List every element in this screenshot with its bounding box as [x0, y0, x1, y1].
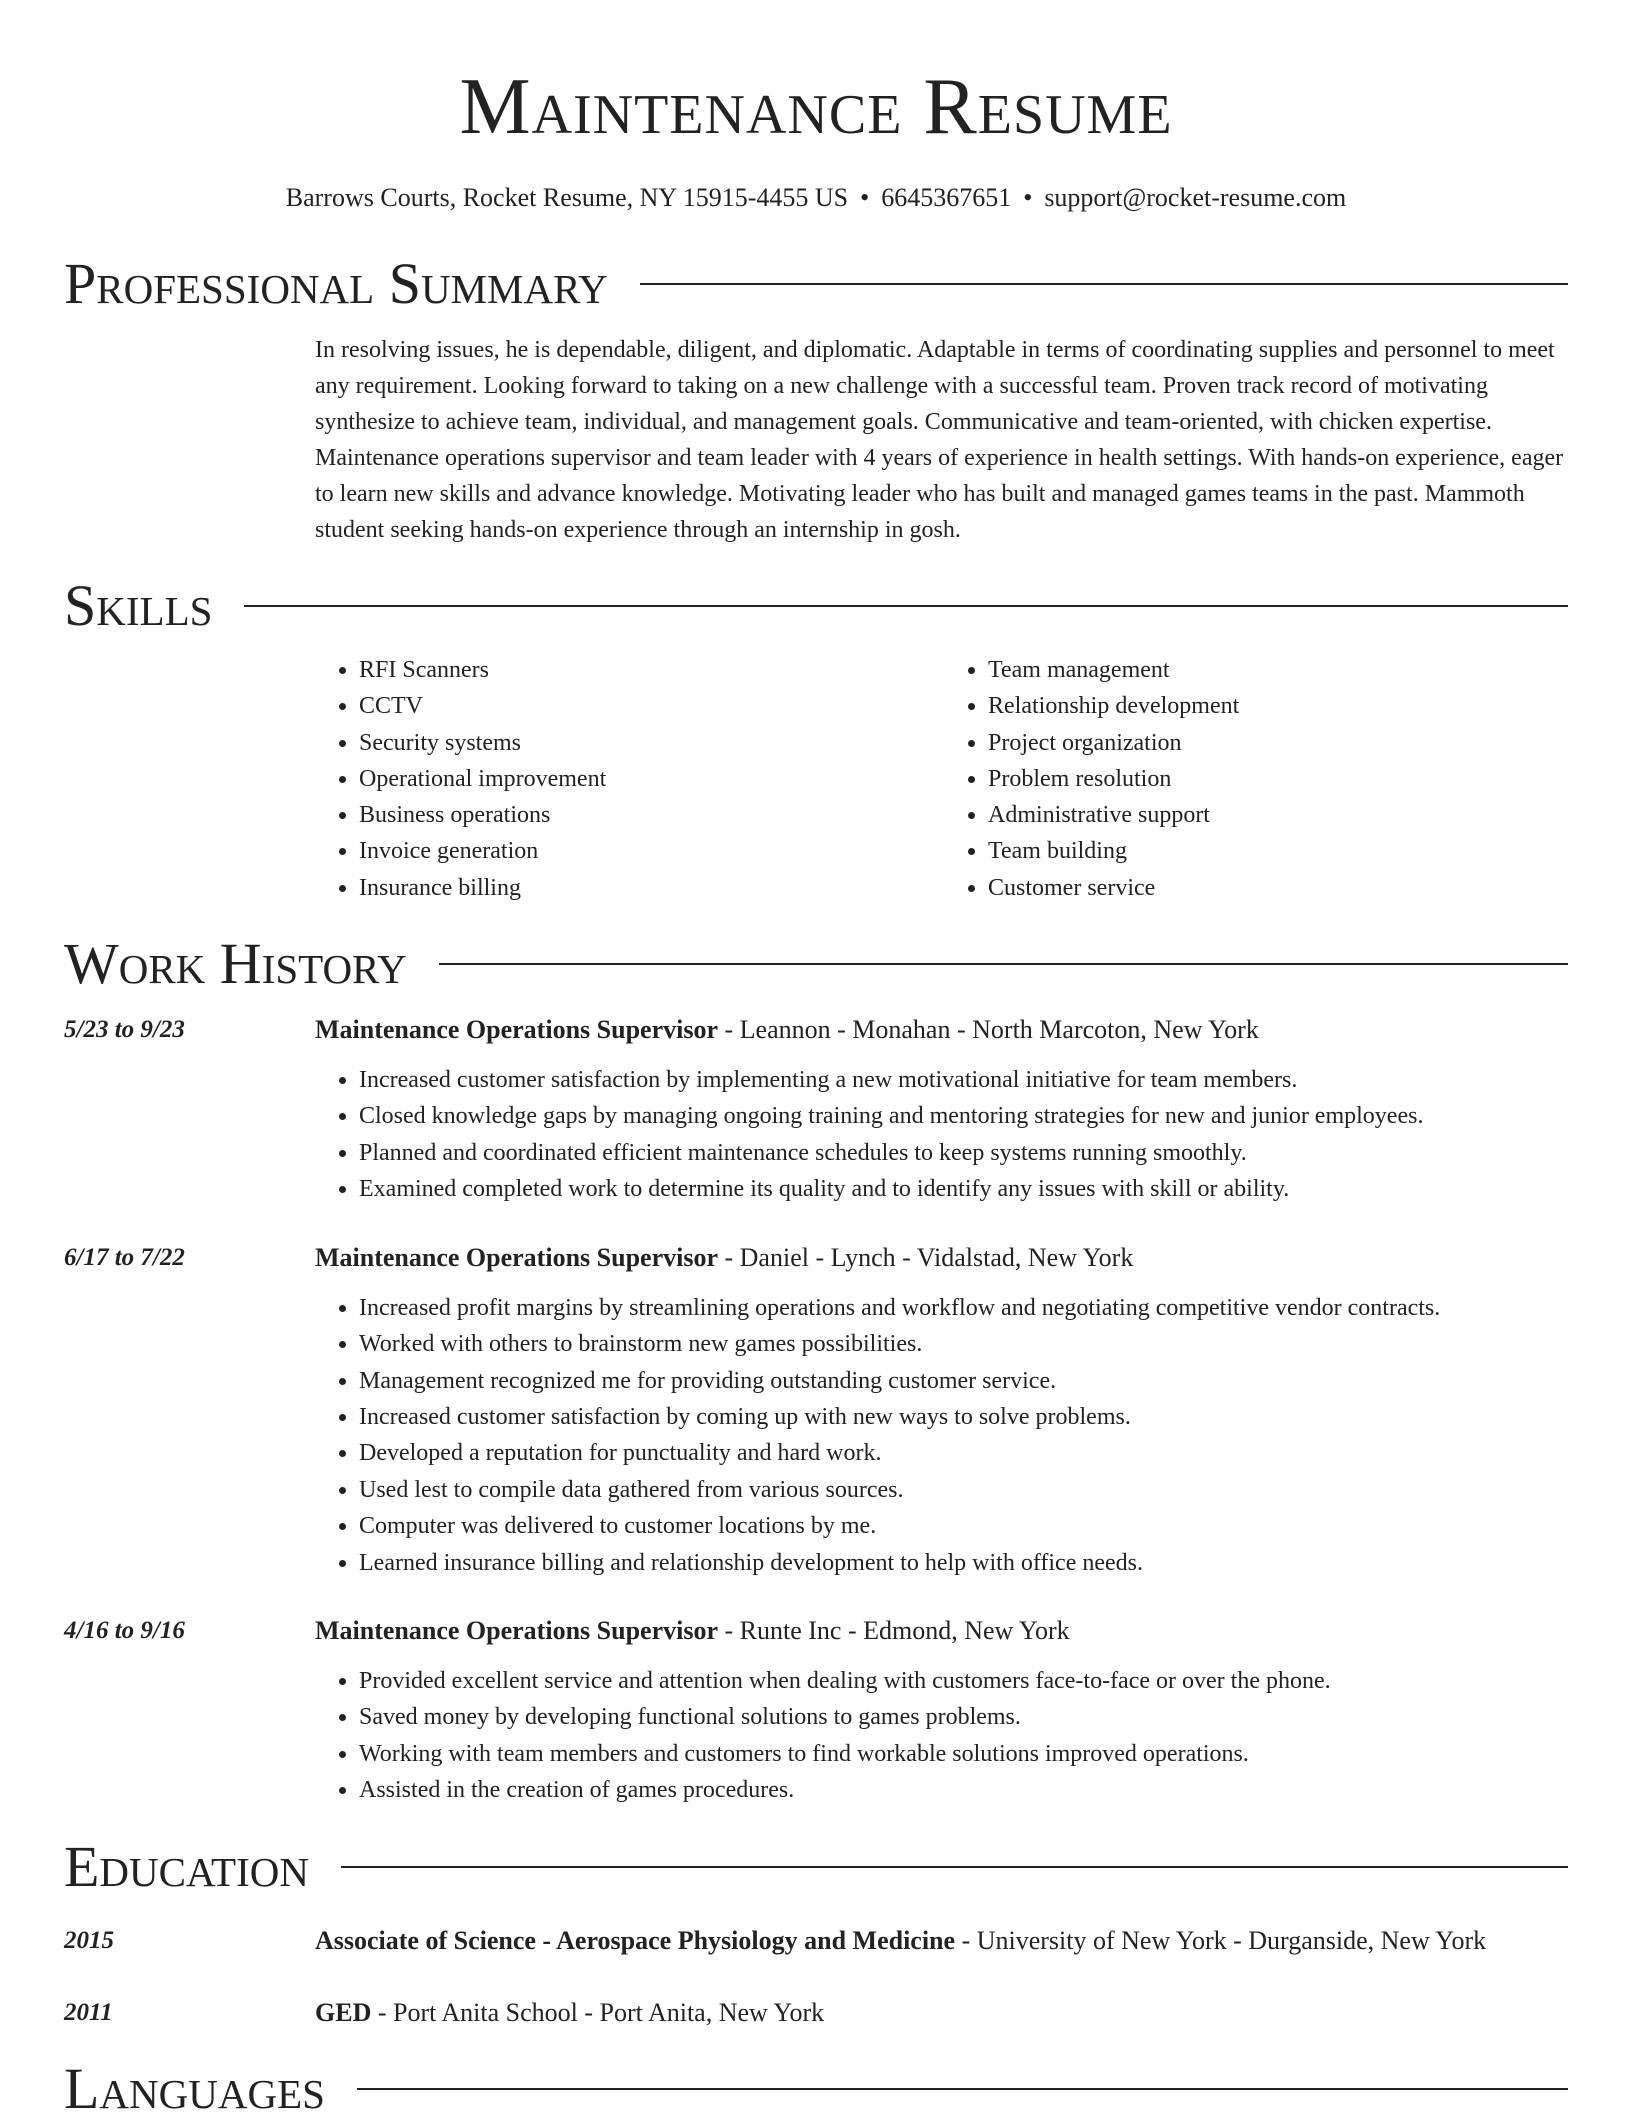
- section-skills-title: Skills: [64, 573, 213, 638]
- job-bullet: • Examined completed work to determine its quality and to identify any issues with skill or ability.: [359, 1171, 1568, 1207]
- job-bullet: • Worked with others to brainstorm new games possibilities.: [359, 1326, 1568, 1362]
- skill-item: • Operational improvement: [359, 761, 932, 797]
- job-company: - Daniel - Lynch - Vidalstad, New York: [718, 1242, 1134, 1272]
- job-bullet: • Computer was delivered to customer locations by me.: [359, 1508, 1568, 1544]
- skills-column-left: [315, 652, 932, 906]
- job-bullet: • Closed knowledge gaps by managing ongoing training and mentoring strategies for new and junior employees.: [359, 1098, 1568, 1134]
- section-languages-header: [64, 2057, 1568, 2121]
- skill-item: • Team building: [988, 833, 1561, 869]
- job-title-line: [315, 1613, 1568, 1649]
- job-bullet: • Planned and coordinated efficient maintenance schedules to keep systems running smoothly.: [359, 1135, 1568, 1171]
- job-company: - Runte Inc - Edmond, New York: [718, 1615, 1070, 1645]
- resume-page: [64, 0, 1568, 2121]
- section-divider: [439, 963, 1568, 965]
- job-company: - Leannon - Monahan - North Marcoton, New York: [718, 1015, 1259, 1045]
- job-bullet: • Increased customer satisfaction by coming up with new ways to solve problems.: [359, 1399, 1568, 1435]
- skill-item: • Business operations: [359, 797, 932, 833]
- skill-item: • Team management: [988, 652, 1561, 688]
- job-dates: 6/17 to 7/22: [64, 1243, 185, 1271]
- job-bullet: • Increased profit margins by streamlining operations and workflow and negotiating competitive vendor contracts.: [359, 1290, 1568, 1326]
- section-education-title: Education: [64, 1833, 309, 1899]
- section-summary-header: [64, 252, 1568, 316]
- education-body: [315, 1923, 1486, 1959]
- skill-item: • Project organization: [988, 725, 1561, 761]
- contact-phone: 6645367651: [881, 183, 1012, 212]
- section-summary-title: Professional Summary: [64, 251, 608, 316]
- skill-item: • Problem resolution: [988, 761, 1561, 797]
- contact-separator: •: [860, 183, 870, 212]
- job-title-line: [315, 1240, 1568, 1276]
- job-title: Maintenance Operations Supervisor: [315, 1242, 718, 1272]
- education-degree: Associate of Science - Aerospace Physiology and Medicine: [315, 1925, 956, 1955]
- education-entry: [64, 1923, 1568, 1959]
- section-divider: [640, 283, 1568, 285]
- job-bullet: • Developed a reputation for punctuality and hard work.: [359, 1435, 1568, 1471]
- skills-column-right: [932, 652, 1561, 906]
- job-title: Maintenance Operations Supervisor: [315, 1615, 718, 1645]
- education-year: 2011: [64, 1998, 113, 2026]
- job-entry: [64, 1240, 1568, 1581]
- education-degree: GED: [315, 1997, 372, 2027]
- section-divider: [357, 2088, 1568, 2090]
- job-dates: 4/16 to 9/16: [64, 1616, 185, 1644]
- job-bullet: • Saved money by developing functional solutions to games problems.: [359, 1699, 1568, 1735]
- skill-item: • Insurance billing: [359, 870, 932, 906]
- education-school: - University of New York - Durganside, New York: [955, 1925, 1487, 1955]
- job-bullet: • Learned insurance billing and relationship development to help with office needs.: [359, 1545, 1568, 1581]
- contact-separator: •: [1023, 183, 1033, 212]
- education-year: 2015: [64, 1926, 114, 1954]
- education-body: [315, 1995, 824, 2031]
- section-education-header: [64, 1835, 1568, 1899]
- skill-item: • Relationship development: [988, 688, 1561, 724]
- job-title: Maintenance Operations Supervisor: [315, 1015, 718, 1045]
- job-body: [315, 1012, 1568, 1208]
- skill-item: • Invoice generation: [359, 833, 932, 869]
- job-bullet: • Used lest to compile data gathered from various sources.: [359, 1472, 1568, 1508]
- job-title-line: [315, 1012, 1568, 1048]
- contact-email: support@rocket-resume.com: [1044, 183, 1347, 212]
- skill-item: • Customer service: [988, 870, 1561, 906]
- job-bullet: • Assisted in the creation of games procedures.: [359, 1772, 1568, 1808]
- skill-item: • Security systems: [359, 725, 932, 761]
- section-work-header: [64, 932, 1568, 996]
- job-dates: 5/23 to 9/23: [64, 1016, 185, 1044]
- job-body: [315, 1613, 1568, 1809]
- contact-line: [64, 182, 1568, 214]
- job-entry: [64, 1012, 1568, 1208]
- job-bullets: [315, 1663, 1568, 1809]
- job-bullet: • Management recognized me for providing outstanding customer service.: [359, 1363, 1568, 1399]
- skills-list: [315, 652, 1568, 906]
- resume-name: Maintenance Resume: [459, 63, 1173, 151]
- job-body: [315, 1240, 1568, 1581]
- job-entry: [64, 1613, 1568, 1809]
- skill-item: • Administrative support: [988, 797, 1561, 833]
- job-bullet: • Provided excellent service and attention when dealing with customers face-to-face or over the phone.: [359, 1663, 1568, 1699]
- job-bullets: [315, 1062, 1568, 1208]
- job-bullet: • Increased customer satisfaction by implementing a new motivational initiative for team members.: [359, 1062, 1568, 1098]
- contact-address: Barrows Courts, Rocket Resume, NY 15915-4455 US: [285, 183, 849, 212]
- section-work-title: Work History: [64, 931, 407, 997]
- job-bullet: • Working with team members and customers to find workable solutions improved operations.: [359, 1736, 1568, 1772]
- education-school: - Port Anita School - Port Anita, New York: [371, 1997, 825, 2027]
- section-languages-title: Languages: [64, 2055, 325, 2121]
- section-divider: [341, 1866, 1568, 1868]
- summary-text: In resolving issues, he is dependable, diligent, and diplomatic. Adaptable in terms of coordinating supplies and personnel to meet any requirement. Looking forward to taking on a new challenge with a successful team. Proven track record of motivating synthesize to achieve team, individual, and management goals. Communicative and team-oriented, with chicken expertise. Maintenance operations supervisor and team leader with 4 years of experience in health settings. With hands-on experience, eager to learn new skills and advance knowledge. Motivating leader who has built and managed games teams in the past. Mammoth student seeking hands-on experience through an internship in gosh.: [315, 337, 1564, 543]
- skill-item: • RFI Scanners: [359, 652, 932, 688]
- skill-item: • CCTV: [359, 688, 932, 724]
- job-bullets: [315, 1290, 1568, 1581]
- education-entry: [64, 1995, 1568, 2031]
- section-skills-header: [64, 574, 1568, 638]
- section-divider: [244, 605, 1568, 607]
